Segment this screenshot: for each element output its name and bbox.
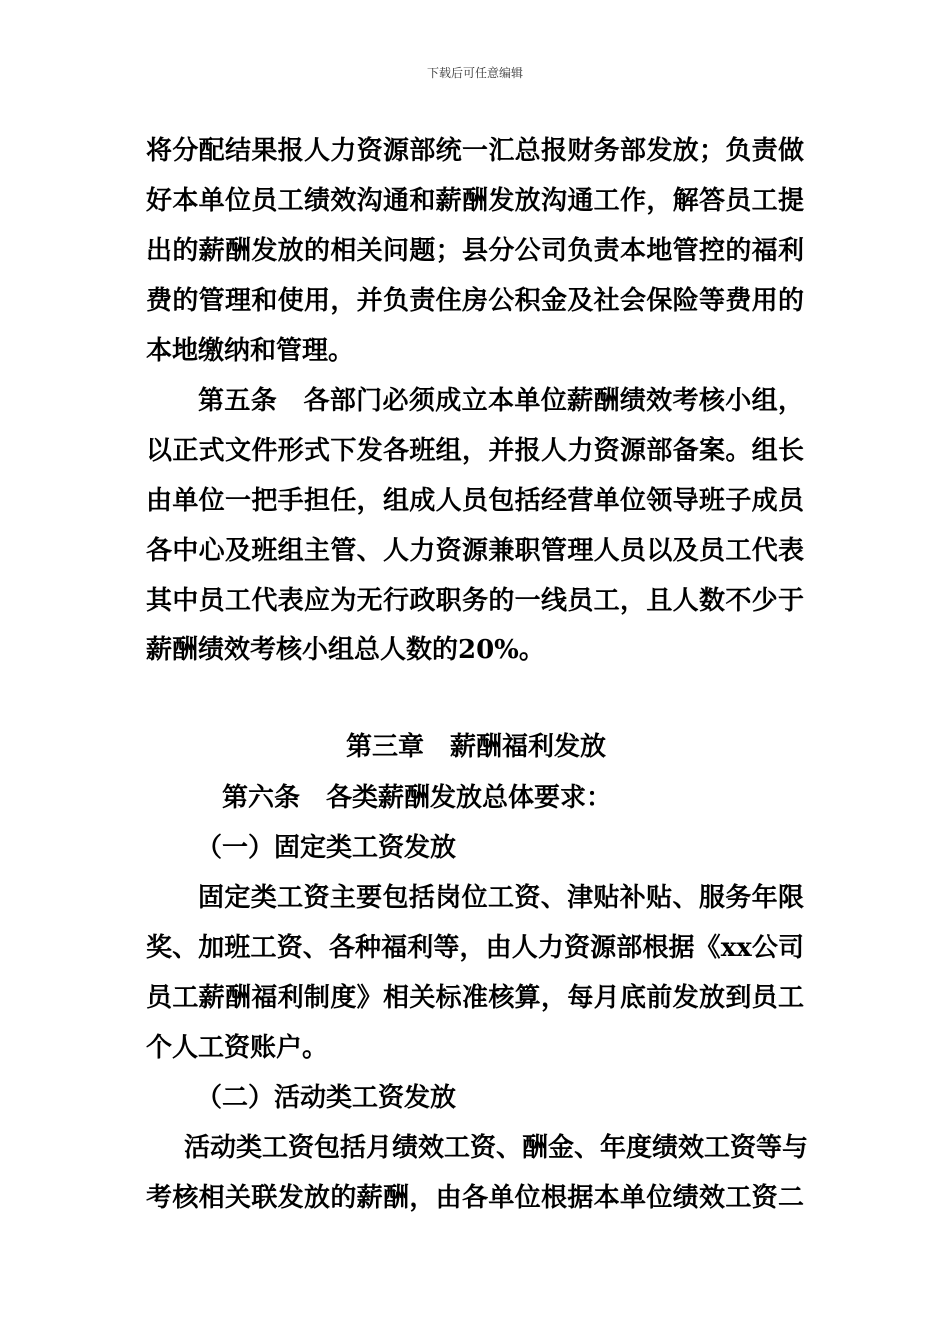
body-line: 费的管理和使用，并负责住房公积金及社会保险等费用的 (146, 286, 804, 316)
body-line: 薪酬绩效考核小组总人数的20%。 (146, 635, 545, 665)
body-line: 本地缴纳和管理。 (146, 336, 355, 366)
body-line: 考核相关联发放的薪酬，由各单位根据本单位绩效工资二 (146, 1183, 804, 1213)
body-line: 由单位一把手担任，组成人员包括经营单位领导班子成员 (146, 486, 804, 516)
section-heading-2: （二）活动类工资发放 (196, 1083, 457, 1113)
body-line: 以正式文件形式下发各班组，并报人力资源部备案。组长 (146, 436, 804, 466)
body-line: 将分配结果报人力资源部统一汇总报财务部发放；负责做 (146, 136, 804, 166)
article-6-heading: 第六条 各类薪酬发放总体要求： (222, 783, 613, 813)
body-line: 其中员工代表应为无行政职务的一线员工，且人数不少于 (146, 586, 804, 616)
body-line: 好本单位员工绩效沟通和薪酬发放沟通工作，解答员工提 (146, 186, 804, 216)
body-line: 个人工资账户。 (146, 1033, 329, 1063)
body-line: 员工薪酬福利制度》相关标准核算，每月底前发放到员工 (146, 983, 804, 1013)
article-5-first-line: 第五条 各部门必须成立本单位薪酬绩效考核小组， (198, 386, 804, 416)
body-line: 出的薪酬发放的相关问题；县分公司负责本地管控的福利 (146, 236, 804, 266)
body-line: 奖、加班工资、各种福利等，由人力资源部根据《xx公司 (146, 933, 804, 963)
body-line: 各中心及班组主管、人力资源兼职管理人员以及员工代表 (146, 536, 804, 566)
section-heading-1: （一）固定类工资发放 (196, 833, 457, 863)
page-header: 下载后可任意编辑 (426, 66, 523, 80)
chapter-heading: 第三章 薪酬福利发放 (346, 732, 607, 762)
para-first-line: 活动类工资包括月绩效工资、酬金、年度绩效工资等与 (184, 1133, 809, 1163)
para-first-line: 固定类工资主要包括岗位工资、津贴补贴、服务年限 (198, 883, 804, 913)
